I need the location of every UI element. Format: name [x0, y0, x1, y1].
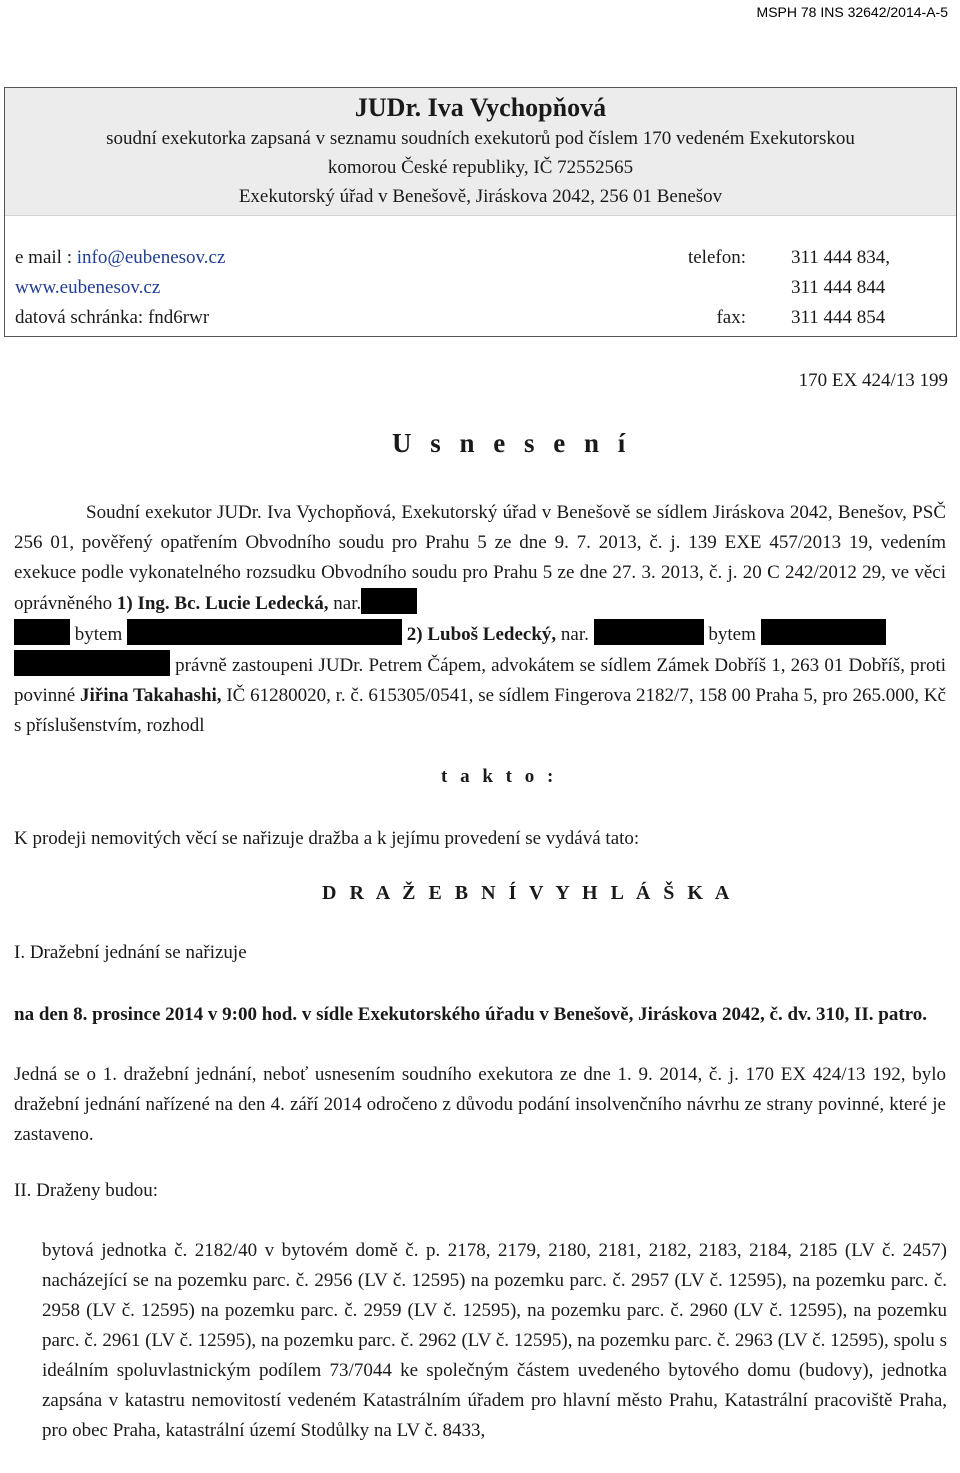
intro-text: Soudní exekutor JUDr. Iva Vychopňová, Exekutorský úřad v Benešově se sídlem Jiráskova 2042, Benešov, PSČ 256 01, pověřený opatřením Obvodního soudu pro Prahu 5 ze dne 9. 7. 2013, č. j. 139 EXE 457/2013 19, vedením exekuce podle vykonatelného rozsudku Obvodního soudu pro Prahu 5 ze dne 27. 3. 2013, č. j. 20 C 242/2012 29, ve věci oprávněného — [14, 502, 946, 614]
takto-heading: t a k t o : — [441, 766, 558, 787]
intro-text-residence-2: bytem — [703, 624, 756, 645]
intro-text-residence: bytem — [70, 624, 127, 645]
auction-notice-title: D R A Ž E B N Í V Y H L Á Š K A — [322, 882, 734, 904]
order-statement: K prodeji nemovitých věcí se nařizuje dražba a k jejímu provedení se vydává tato: — [14, 828, 640, 849]
resolution-title: U s n e s e n í — [392, 428, 632, 458]
redaction — [127, 619, 402, 645]
executor-registration-cont: komorou České republiky, IČ 72552565 — [327, 157, 634, 178]
redaction — [14, 619, 70, 645]
intro-text-debtor: IČ 61280020, r. č. 615305/0541, se sídlem Fingerova 2182/7, 158 00 Praha 5, pro 265.000, Kč s příslušenstvím, rozhodl — [14, 685, 946, 736]
website-link[interactable]: www.eubenesov.cz — [15, 277, 161, 298]
email-link[interactable]: info@eubenesov.cz — [76, 247, 226, 268]
intro-text-born-2: nar. — [556, 624, 589, 645]
redaction — [761, 619, 886, 645]
office-address: Exekutorský úřad v Benešově, Jiráskova 2042, 256 01 Benešov — [238, 186, 723, 207]
executor-registration: soudní exekutorka zapsaná v seznamu soudních exekutorů pod číslem 170 vedeném Exekutorskou — [106, 128, 855, 149]
intro-text-representation: právně zastoupeni JUDr. Petrem Čápem, advokátem se sídlem Zámek Dobříš 1, 263 01 Dobříš, proti povinné — [14, 655, 946, 706]
fax-label: fax: — [716, 307, 746, 328]
section-2-heading: II. Draženy budou: — [14, 1180, 159, 1201]
executor-name: JUDr. Iva Vychopňová — [354, 93, 607, 122]
property-description: bytová jednotka č. 2182/40 v bytovém domě č. p. 2178, 2179, 2180, 2181, 2182, 2183, 2184, 2185 (LV č. 2457) nacházející se na pozemku parc. č. 2956 (LV č. 12595) na pozemku parc. č. 2957 (LV č. 12595), na pozemku parc. č. 2958 (LV č. 12595) na pozemku parc. č. 2959 (LV č. 12595), na pozemku parc. č. 2960 (LV č. 12595), na pozemku parc. č. 2961 (LV č. 12595), na pozemku parc. č. 2962 (LV č. 12595), na pozemku parc. č. 2963 (LV č. 12595), spolu s ideálním spoluvlastnickým podílem 73/7044 ke společným částem uvedeného bytového domu (budovy), jednotka zapsána v katastru nemovitostí vedeném Katastrálním úřadem pro hlavní město Prahu, Katastrální pracoviště Praha, pro obec Praha, katastrální území Stodůlky na LV č. 8433, — [42, 1240, 947, 1441]
redaction — [594, 619, 704, 645]
debtor-name: Jiřina Takahashi, — [80, 685, 222, 706]
letterhead-header — [5, 88, 956, 216]
intro-paragraph — [14, 498, 946, 741]
creditor-1: 1) Ing. Bc. Lucie Ledecká, — [116, 593, 329, 614]
letterhead — [4, 87, 957, 337]
redaction — [361, 588, 417, 614]
creditor-2: 2) Luboš Ledecký, — [406, 624, 557, 645]
intro-text-born: nar. — [328, 593, 362, 614]
section-1-heading: I. Dražební jednání se nařizuje — [14, 942, 247, 963]
auction-note: Jedná se o 1. dražební jednání, neboť usnesením soudního exekutora ze dne 1. 9. 2014, č. j. 170 EX 424/13 192, bylo dražební jednání nařízené na den 4. září 2014 odročeno z důvodu podání insolvenčního návrhu ze strany povinné, které je zastaveno. — [14, 1064, 946, 1145]
databox: datová schránka: fnd6rwr — [15, 307, 210, 328]
redaction — [14, 650, 170, 676]
auction-date: na den 8. prosince 2014 v 9:00 hod. v sídle Exekutorského úřadu v Benešově, Jiráskova 2042, č. dv. 310, II. patro. — [14, 1004, 927, 1025]
document-id: MSPH 78 INS 32642/2014-A-5 — [756, 4, 948, 20]
fax-number: 311 444 854 — [791, 307, 886, 328]
case-reference: 170 EX 424/13 199 — [798, 370, 948, 391]
phone-label: telefon: — [687, 247, 746, 268]
phone-2: 311 444 844 — [791, 277, 886, 298]
phone-1: 311 444 834, — [791, 247, 891, 268]
email-label: e mail : — [15, 247, 72, 268]
